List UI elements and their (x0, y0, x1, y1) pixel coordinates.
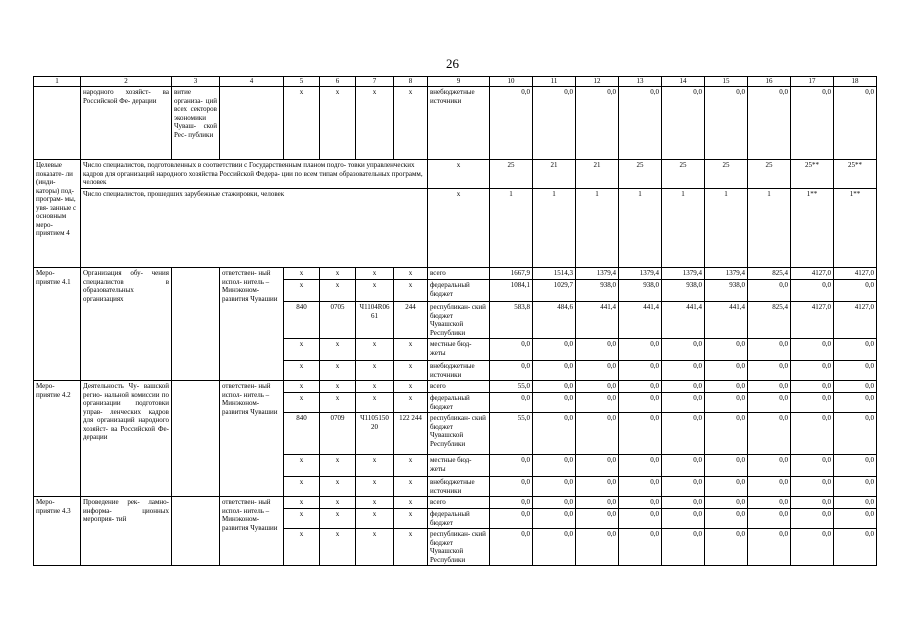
value-cell: 0,0 (662, 497, 705, 509)
value-cell: 0,0 (662, 529, 705, 566)
budget-code-cell: x (356, 280, 394, 302)
measure-id-cell: Меро- приятие 4.2 (34, 381, 81, 497)
indicator-x-cell: x (428, 160, 490, 189)
column-number: 7 (356, 77, 394, 87)
value-cell: 0,0 (490, 477, 533, 497)
value-cell: 0,0 (748, 339, 791, 361)
column-number-row (34, 77, 877, 87)
funding-source-cell: федеральный бюджет (428, 509, 490, 529)
budget-code-cell: Ч1104R06 61 (356, 302, 394, 339)
indicator-value-cell: 1 (490, 189, 533, 268)
indicator-value-cell: 1** (834, 189, 877, 268)
value-cell: 0,0 (705, 497, 748, 509)
value-cell: 0,0 (533, 413, 576, 455)
funding-source-cell: республикан- ский бюджет Чувашской Республики (428, 302, 490, 339)
value-cell: 938,0 (705, 280, 748, 302)
budget-code-cell: x (356, 339, 394, 361)
value-cell: 484,6 (533, 302, 576, 339)
funding-source-cell: местные бюд- жеты (428, 339, 490, 361)
value-cell: 0,0 (834, 393, 877, 413)
value-cell: 0,0 (619, 339, 662, 361)
value-cell: 0,0 (490, 87, 533, 160)
budget-code-cell: 122 244 (394, 413, 428, 455)
column-number: 6 (320, 77, 356, 87)
budget-code-cell: x (394, 87, 428, 160)
value-cell: 0,0 (791, 280, 834, 302)
budget-code-cell: x (356, 509, 394, 529)
value-cell: 441,4 (576, 302, 619, 339)
value-cell: 0,0 (748, 361, 791, 381)
value-cell: 1379,4 (576, 268, 619, 280)
value-cell: 1029,7 (533, 280, 576, 302)
budget-code-cell: x (394, 529, 428, 566)
value-cell: 0,0 (533, 87, 576, 160)
budget-code-cell: x (356, 477, 394, 497)
budget-code-cell: x (284, 280, 320, 302)
value-cell: 0,0 (748, 497, 791, 509)
value-cell: 55,0 (490, 413, 533, 455)
funding-source-cell: внебюджетные источники (428, 361, 490, 381)
value-cell: 0,0 (576, 361, 619, 381)
measure-id-cell: Меро- приятие 4.1 (34, 268, 81, 381)
budget-code-cell: x (356, 361, 394, 381)
indicator-value-cell: 25 (490, 160, 533, 189)
value-cell: 4127,0 (834, 302, 877, 339)
value-cell: 0,0 (576, 339, 619, 361)
measure-row (34, 497, 877, 509)
value-cell: 0,0 (705, 529, 748, 566)
budget-code-cell: x (320, 381, 356, 393)
column-number: 18 (834, 77, 877, 87)
indicator-value-cell: 1 (533, 189, 576, 268)
indicator-text-cell: Число специалистов, прошедших зарубежные стажировки, человек (81, 189, 428, 268)
indicator-value-cell: 25** (791, 160, 834, 189)
value-cell: 0,0 (834, 361, 877, 381)
column-number: 8 (394, 77, 428, 87)
value-cell: 0,0 (662, 413, 705, 455)
indicator-value-cell: 1 (619, 189, 662, 268)
value-cell: 0,0 (662, 477, 705, 497)
value-cell: 0,0 (791, 455, 834, 477)
column-number: 16 (748, 77, 791, 87)
indicator-row (34, 160, 877, 189)
budget-code-cell: x (394, 509, 428, 529)
value-cell: 0,0 (834, 339, 877, 361)
budget-code-cell: Ч1105150 20 (356, 413, 394, 455)
budget-code-cell: x (356, 268, 394, 280)
value-cell: 55,0 (490, 381, 533, 393)
measure-row (34, 381, 877, 393)
budget-code-cell: x (394, 280, 428, 302)
value-cell: 938,0 (576, 280, 619, 302)
indicator-value-cell: 21 (576, 160, 619, 189)
budget-code-cell: x (320, 497, 356, 509)
value-cell: 441,4 (619, 302, 662, 339)
value-cell: 0,0 (576, 529, 619, 566)
funding-source-cell: местные бюд- жеты (428, 455, 490, 477)
value-cell: 0,0 (490, 509, 533, 529)
value-cell: 938,0 (662, 280, 705, 302)
value-cell: 4127,0 (834, 268, 877, 280)
indicator-value-cell: 1 (748, 189, 791, 268)
indicator-value-cell: 1 (705, 189, 748, 268)
value-cell: 0,0 (619, 361, 662, 381)
funding-source-cell: федеральный бюджет (428, 280, 490, 302)
value-cell: 0,0 (791, 529, 834, 566)
value-cell: 0,0 (662, 361, 705, 381)
value-cell: 0,0 (705, 509, 748, 529)
budget-code-cell: x (320, 393, 356, 413)
value-cell: 4127,0 (791, 268, 834, 280)
value-cell: 0,0 (619, 455, 662, 477)
value-cell: 0,0 (791, 87, 834, 160)
goal-cell: витие организа- ций всех секторов экономики Чуваш- ской Рес- публики (172, 87, 220, 160)
budget-code-cell: x (320, 268, 356, 280)
value-cell: 1514,3 (533, 268, 576, 280)
value-cell: 0,0 (705, 381, 748, 393)
column-number: 11 (533, 77, 576, 87)
funding-source-cell: республикан- ский бюджет Чувашской Республики (428, 413, 490, 455)
budget-code-cell: x (394, 497, 428, 509)
value-cell: 0,0 (834, 455, 877, 477)
budget-code-cell: x (284, 361, 320, 381)
funding-source-cell: всего (428, 381, 490, 393)
value-cell: 0,0 (748, 455, 791, 477)
column-number: 2 (81, 77, 172, 87)
value-cell: 0,0 (490, 393, 533, 413)
value-cell: 441,4 (705, 302, 748, 339)
indicator-value-cell: 25 (619, 160, 662, 189)
indicator-value-cell: 21 (533, 160, 576, 189)
measure-goal-cell (172, 381, 220, 497)
budget-code-cell: 840 (284, 413, 320, 455)
budget-code-cell: x (320, 339, 356, 361)
indicator-value-cell: 25 (748, 160, 791, 189)
value-cell: 0,0 (533, 339, 576, 361)
value-cell: 0,0 (791, 509, 834, 529)
column-number: 14 (662, 77, 705, 87)
responsible-cell: ответствен- ный испол- нитель – Минэконом- развития Чувашии (220, 497, 284, 566)
event-name-cell: народного хозяйст- ва Российской Фе- дерации (81, 87, 172, 160)
value-cell: 0,0 (748, 280, 791, 302)
budget-code-cell: x (356, 529, 394, 566)
budget-code-cell: x (284, 529, 320, 566)
value-cell: 0,0 (791, 393, 834, 413)
value-cell: 0,0 (576, 393, 619, 413)
column-number: 4 (220, 77, 284, 87)
measure-row (34, 268, 877, 280)
value-cell: 1667,9 (490, 268, 533, 280)
value-cell: 0,0 (619, 87, 662, 160)
responsible-cell: ответствен- ный испол- нитель – Минэконом- развития Чувашии (220, 381, 284, 497)
value-cell: 0,0 (662, 455, 705, 477)
budget-code-cell: x (356, 455, 394, 477)
value-cell: 0,0 (619, 393, 662, 413)
measure-name-cell: Проведение рек- ламно-информа- ционных мероприя- тий (81, 497, 172, 566)
value-cell: 0,0 (619, 497, 662, 509)
value-cell: 0,0 (490, 529, 533, 566)
funding-source-cell: федеральный бюджет (428, 393, 490, 413)
budget-code-cell: x (284, 509, 320, 529)
budget-code-cell: x (320, 477, 356, 497)
value-cell: 0,0 (533, 381, 576, 393)
value-cell: 0,0 (834, 477, 877, 497)
indicator-value-cell: 1** (791, 189, 834, 268)
value-cell: 441,4 (662, 302, 705, 339)
value-cell: 0,0 (834, 509, 877, 529)
budget-table (33, 76, 877, 566)
funding-source-cell: внебюджетные источники (428, 87, 490, 160)
budget-code-cell: 840 (284, 302, 320, 339)
value-cell: 0,0 (662, 339, 705, 361)
value-cell: 825,4 (748, 268, 791, 280)
page-number: 26 (446, 56, 459, 71)
indicator-x-cell: x (428, 189, 490, 268)
value-cell: 0,0 (705, 455, 748, 477)
column-number: 10 (490, 77, 533, 87)
value-cell: 0,0 (576, 87, 619, 160)
budget-code-cell: x (394, 268, 428, 280)
budget-code-cell: x (284, 393, 320, 413)
value-cell: 0,0 (490, 497, 533, 509)
budget-code-cell: 0709 (320, 413, 356, 455)
indicator-value-cell: 25** (834, 160, 877, 189)
budget-code-cell: x (356, 87, 394, 160)
value-cell: 0,0 (619, 381, 662, 393)
indicator-value-cell: 25 (662, 160, 705, 189)
value-cell: 0,0 (576, 455, 619, 477)
value-cell: 0,0 (533, 477, 576, 497)
value-cell: 0,0 (490, 339, 533, 361)
value-cell: 0,0 (662, 393, 705, 413)
indicator-value-cell: 1 (662, 189, 705, 268)
value-cell: 938,0 (619, 280, 662, 302)
value-cell: 0,0 (533, 497, 576, 509)
value-cell: 0,0 (748, 477, 791, 497)
funding-source-cell: всего (428, 497, 490, 509)
value-cell: 0,0 (662, 381, 705, 393)
value-cell: 0,0 (576, 381, 619, 393)
budget-code-cell: x (320, 280, 356, 302)
budget-code-cell: x (320, 529, 356, 566)
value-cell: 0,0 (791, 381, 834, 393)
budget-code-cell: x (284, 339, 320, 361)
value-cell: 0,0 (834, 413, 877, 455)
budget-code-cell: x (284, 455, 320, 477)
indicator-value-cell: 1 (576, 189, 619, 268)
value-cell: 0,0 (533, 361, 576, 381)
indicator-value-cell: 25 (705, 160, 748, 189)
value-cell: 0,0 (662, 509, 705, 529)
budget-code-cell: 0705 (320, 302, 356, 339)
column-number: 1 (34, 77, 81, 87)
continuation-row (34, 87, 877, 160)
value-cell: 0,0 (533, 529, 576, 566)
value-cell: 0,0 (533, 509, 576, 529)
measure-name-cell: Деятельность Чу- вашской регио- нальной комиссии по организации подготовки управ- ленческих кадров для организаций народного хозяйст- ва Российской Фе- дерации (81, 381, 172, 497)
value-cell: 0,0 (619, 529, 662, 566)
budget-code-cell: x (284, 497, 320, 509)
value-cell: 0,0 (533, 393, 576, 413)
budget-code-cell: x (284, 87, 320, 160)
budget-code-cell: x (284, 268, 320, 280)
table-body (34, 77, 877, 566)
value-cell: 1084,1 (490, 280, 533, 302)
value-cell: 0,0 (576, 413, 619, 455)
value-cell: 0,0 (490, 455, 533, 477)
funding-source-cell: республикан- ский бюджет Чувашской Республики (428, 529, 490, 566)
value-cell: 0,0 (705, 393, 748, 413)
value-cell: 0,0 (705, 413, 748, 455)
value-cell: 0,0 (791, 477, 834, 497)
responsible-cell (220, 87, 284, 160)
value-cell: 0,0 (791, 413, 834, 455)
value-cell: 4127,0 (791, 302, 834, 339)
value-cell: 0,0 (834, 87, 877, 160)
value-cell: 0,0 (834, 529, 877, 566)
budget-code-cell: x (320, 87, 356, 160)
budget-code-cell: x (284, 477, 320, 497)
value-cell: 0,0 (705, 339, 748, 361)
row-id-cell (34, 87, 81, 160)
value-cell: 0,0 (791, 339, 834, 361)
value-cell: 0,0 (748, 393, 791, 413)
budget-code-cell: x (394, 393, 428, 413)
value-cell: 0,0 (748, 529, 791, 566)
column-number: 9 (428, 77, 490, 87)
value-cell: 0,0 (490, 361, 533, 381)
budget-code-cell: x (284, 381, 320, 393)
budget-code-cell: x (394, 361, 428, 381)
value-cell: 825,4 (748, 302, 791, 339)
column-number: 5 (284, 77, 320, 87)
budget-code-cell: x (320, 509, 356, 529)
value-cell: 0,0 (834, 497, 877, 509)
column-number: 3 (172, 77, 220, 87)
value-cell: 0,0 (748, 381, 791, 393)
column-number: 13 (619, 77, 662, 87)
funding-source-cell: внебюджетные источники (428, 477, 490, 497)
value-cell: 0,0 (619, 413, 662, 455)
funding-source-cell: всего (428, 268, 490, 280)
value-cell: 0,0 (748, 87, 791, 160)
budget-code-cell: x (356, 497, 394, 509)
value-cell: 0,0 (619, 509, 662, 529)
column-number: 12 (576, 77, 619, 87)
measure-goal-cell (172, 497, 220, 566)
value-cell: 0,0 (662, 87, 705, 160)
value-cell: 1379,4 (662, 268, 705, 280)
value-cell: 0,0 (576, 509, 619, 529)
value-cell: 0,0 (619, 477, 662, 497)
value-cell: 0,0 (834, 280, 877, 302)
value-cell: 0,0 (705, 361, 748, 381)
value-cell: 1379,4 (619, 268, 662, 280)
budget-code-cell: x (356, 381, 394, 393)
measure-name-cell: Организация обу- чения специалистов в образовательных организациях (81, 268, 172, 381)
value-cell: 0,0 (705, 87, 748, 160)
value-cell: 0,0 (748, 509, 791, 529)
value-cell: 0,0 (576, 477, 619, 497)
indicator-text-cell: Число специалистов, подготовленных в соответствии с Государственным планом подго- товки управленческих кадров для организаций народного хозяйства Российской Федера- ции по всем типам образовательных программ, человек (81, 160, 428, 189)
indicators-label-cell: Целевые показате- ли (инди- каторы) под- програм- мы, увя- занные с основным меро- приятием 4 (34, 160, 81, 268)
value-cell: 583,8 (490, 302, 533, 339)
budget-code-cell: x (320, 455, 356, 477)
column-number: 17 (791, 77, 834, 87)
budget-code-cell: 244 (394, 302, 428, 339)
column-number: 15 (705, 77, 748, 87)
value-cell: 0,0 (834, 381, 877, 393)
value-cell: 0,0 (576, 497, 619, 509)
indicator-row (34, 189, 877, 268)
value-cell: 0,0 (533, 455, 576, 477)
responsible-cell: ответствен- ный испол- нитель – Минэконом- развития Чувашии (220, 268, 284, 381)
budget-code-cell: x (394, 455, 428, 477)
value-cell: 0,0 (791, 497, 834, 509)
value-cell: 0,0 (705, 477, 748, 497)
measure-id-cell: Меро- приятие 4.3 (34, 497, 81, 566)
value-cell: 0,0 (748, 413, 791, 455)
value-cell: 1379,4 (705, 268, 748, 280)
budget-code-cell: x (356, 393, 394, 413)
budget-code-cell: x (394, 381, 428, 393)
budget-code-cell: x (320, 361, 356, 381)
value-cell: 0,0 (791, 361, 834, 381)
measure-goal-cell (172, 268, 220, 381)
budget-code-cell: x (394, 477, 428, 497)
budget-code-cell: x (394, 339, 428, 361)
